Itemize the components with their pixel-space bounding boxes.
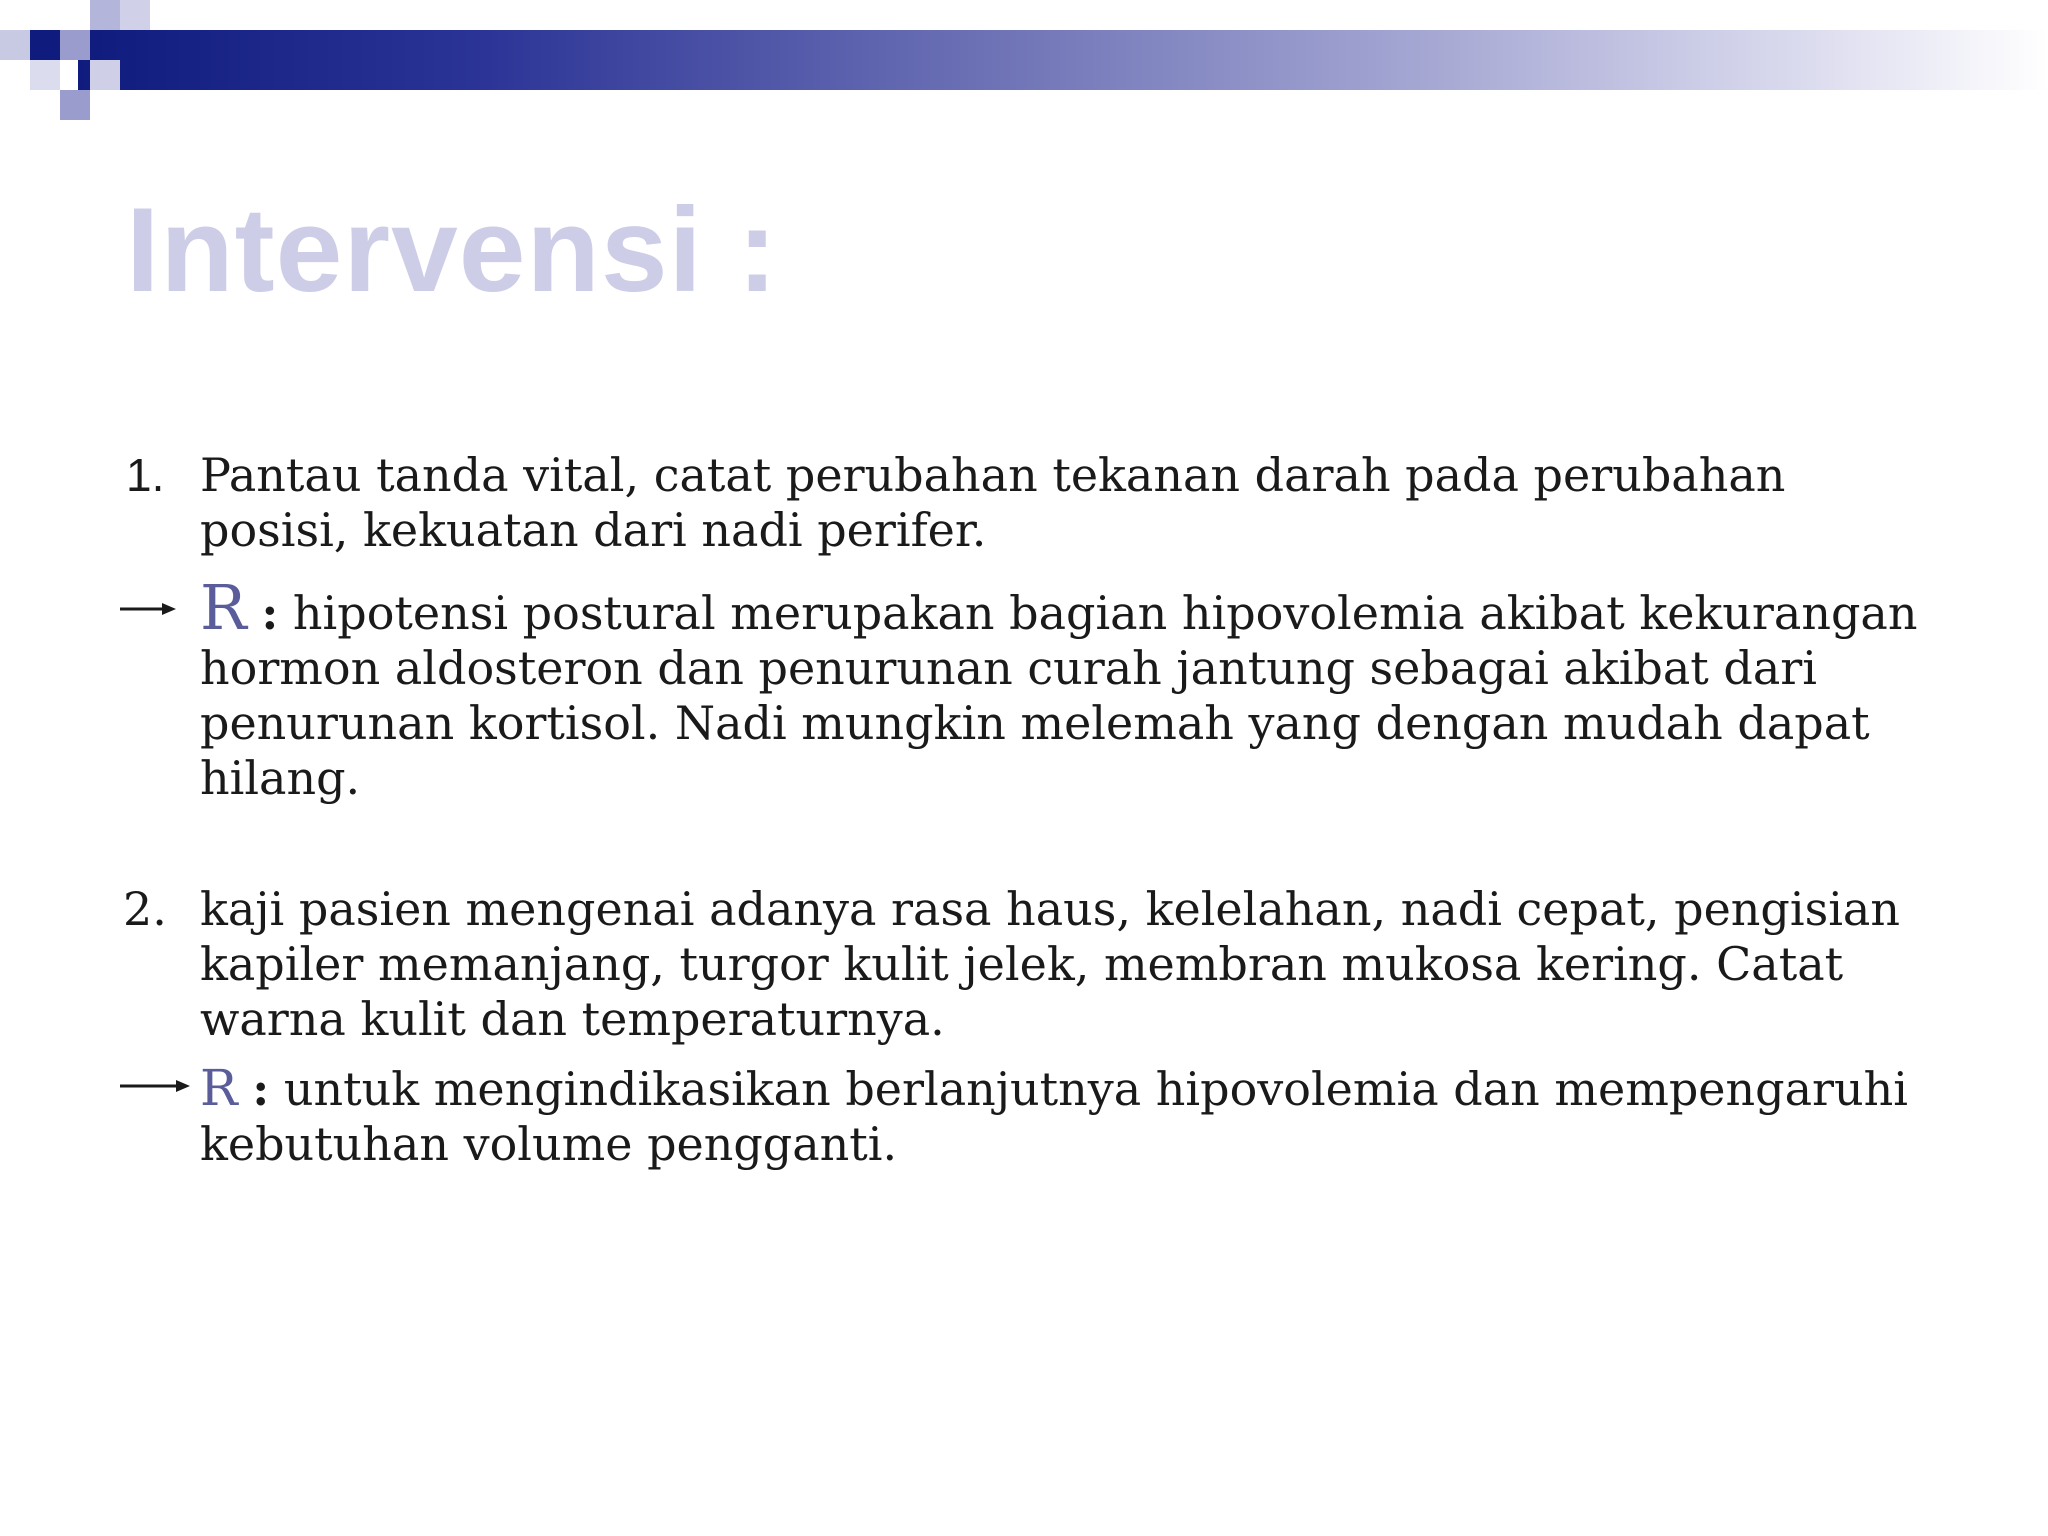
header-square bbox=[60, 90, 90, 120]
header-square bbox=[30, 30, 60, 60]
header-square bbox=[60, 30, 90, 60]
rationale-label: R bbox=[200, 1059, 238, 1117]
rationale-text: hipotensi postural merupakan bagian hipovolemia akibat kekurangan hormon aldosteron dan penurunan curah jantung sebagai akibat dari penurunan kortisol. Nadi mungkin melemah yang dengan mudah dapat hilang. bbox=[200, 586, 1918, 805]
arrow-right-icon bbox=[120, 1079, 190, 1093]
intervention-item-1 bbox=[120, 448, 1940, 558]
header-square bbox=[90, 60, 120, 90]
rationale-text: untuk mengindikasikan berlanjutnya hipovolemia dan mempengaruhi kebutuhan volume pengganti. bbox=[200, 1062, 1908, 1171]
spacer bbox=[120, 806, 1940, 882]
header-decoration bbox=[0, 0, 2048, 125]
item-text: kaji pasien mengenai adanya rasa haus, kelelahan, nadi cepat, pengisian kapiler memanjang, turgor kulit jelek, membran mukosa kering. Catat warna kulit dan temperaturnya. bbox=[200, 882, 1900, 1046]
slide-content bbox=[120, 448, 1940, 1172]
header-square bbox=[90, 0, 120, 30]
rationale-label: R bbox=[200, 571, 247, 644]
header-square bbox=[30, 60, 60, 90]
rationale-2 bbox=[120, 1061, 1940, 1172]
item-number: 1. bbox=[126, 449, 165, 501]
intervention-item-2 bbox=[120, 882, 1940, 1047]
item-number: 2. bbox=[123, 882, 167, 936]
rationale-colon: : bbox=[261, 586, 279, 640]
header-gradient-bar bbox=[78, 30, 2048, 90]
rationale-colon: : bbox=[252, 1062, 270, 1116]
arrow-right-icon bbox=[120, 602, 176, 616]
header-square bbox=[120, 0, 150, 30]
header-square bbox=[0, 30, 30, 60]
rationale-1 bbox=[120, 571, 1940, 806]
item-text: Pantau tanda vital, catat perubahan tekanan darah pada perubahan posisi, kekuatan dari nadi perifer. bbox=[200, 448, 1786, 557]
slide-title: Intervensi : bbox=[126, 183, 779, 317]
